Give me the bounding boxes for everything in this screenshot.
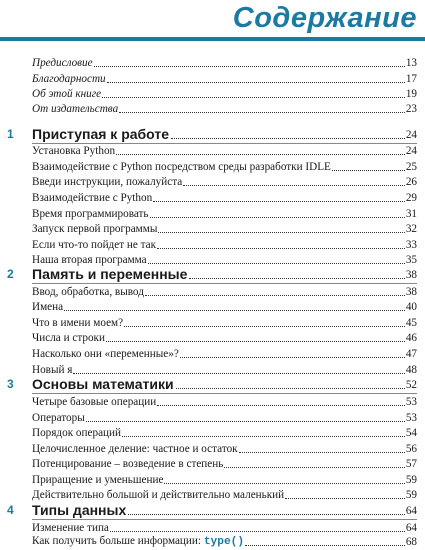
toc-entry-label: Четыре базовые операции <box>32 396 157 408</box>
toc-entry-page: 13 <box>405 57 417 69</box>
toc-entry-label: Наша вторая программа <box>32 254 147 266</box>
toc-entry-page: 17 <box>405 73 417 85</box>
toc-entry-page: 64 <box>405 522 417 534</box>
chapter-page: 52 <box>405 379 417 391</box>
toc-entry-label: Изменение типа <box>32 522 109 534</box>
title-rule <box>0 37 425 41</box>
toc-entry-page: 26 <box>405 176 417 188</box>
toc-entry-label: Насколько они «переменные»? <box>32 348 179 360</box>
toc-entry-page: 45 <box>405 317 417 329</box>
toc-entry-label: Время программировать <box>32 208 149 220</box>
chapter-number: 3 <box>7 377 14 391</box>
toc-entry[interactable] <box>32 191 417 205</box>
toc-entry[interactable] <box>32 442 417 456</box>
leader-dots <box>158 232 404 233</box>
toc-entry-page: 48 <box>405 364 417 376</box>
toc-entry[interactable] <box>32 207 417 221</box>
toc-entry[interactable] <box>32 473 417 487</box>
toc-entry-preface[interactable] <box>32 56 417 70</box>
toc-entry-label: Потенцирование – возведение в степень <box>32 458 224 470</box>
toc-entry-page: 32 <box>405 223 417 235</box>
leader-dots <box>94 66 405 67</box>
toc-entry-label: Числа и строки <box>32 332 105 344</box>
toc-entry-text: Как получить больше информации: <box>32 535 202 547</box>
toc-entry-label: Благодарности <box>32 73 106 85</box>
toc-entry-page: 53 <box>405 412 417 424</box>
leader-dots <box>106 341 405 342</box>
leader-dots <box>332 170 405 171</box>
toc-entry-page: 47 <box>405 348 417 360</box>
leader-dots <box>224 467 404 468</box>
toc-entry-label: Операторы <box>32 412 85 424</box>
toc-entry[interactable] <box>32 347 417 361</box>
chapter-title: Типы данных <box>32 502 127 518</box>
chapter-title: Память и переменные <box>32 266 188 282</box>
toc-entry-page: 54 <box>405 427 417 439</box>
toc-entry[interactable] <box>32 285 417 299</box>
leader-dots <box>86 421 405 422</box>
toc-entry-label: Порядок операций <box>32 427 121 439</box>
toc-entry-page: 40 <box>405 301 417 313</box>
toc-entry-page: 56 <box>405 443 417 455</box>
toc-entry[interactable] <box>32 411 417 425</box>
chapter-page: 38 <box>405 269 417 281</box>
toc-entry-label: Новый я <box>32 364 73 376</box>
toc-entry-label: Что в имени моем? <box>32 317 124 329</box>
leader-dots <box>180 357 405 358</box>
toc-entry[interactable] <box>32 395 417 409</box>
leader-dots <box>116 154 405 155</box>
leader-dots <box>107 82 405 83</box>
toc-entry-label <box>32 535 244 549</box>
chapter-rule <box>32 393 417 394</box>
leader-dots <box>153 201 405 202</box>
toc-entry[interactable] <box>32 160 417 174</box>
chapter-number: 2 <box>7 267 14 281</box>
toc-entry-acknowledgements[interactable] <box>32 72 417 86</box>
toc-entry[interactable] <box>32 238 417 252</box>
toc-entry-label: Приращение и уменьшение <box>32 474 164 486</box>
chapter-page: 24 <box>405 129 417 141</box>
leader-dots <box>157 405 405 406</box>
toc-entry[interactable] <box>32 300 417 314</box>
leader-dots <box>164 483 404 484</box>
chapter-rule <box>32 519 417 520</box>
toc-entry-page: 29 <box>405 192 417 204</box>
toc-entry[interactable] <box>32 521 417 535</box>
toc-entry-label: Предисловие <box>32 57 93 69</box>
leader-dots <box>124 326 405 327</box>
toc-entry-label: Ввод, обработка, вывод <box>32 286 144 298</box>
toc-entry[interactable] <box>32 426 417 440</box>
toc-entry-about-book[interactable] <box>32 87 417 101</box>
toc-entry-label: Если что-то пойдет не так <box>32 239 157 251</box>
chapter-title: Приступая к работе <box>32 126 170 142</box>
chapter-number: 1 <box>7 127 14 141</box>
toc-entry-page: 38 <box>405 286 417 298</box>
toc-entry[interactable] <box>32 222 417 236</box>
toc-entry[interactable] <box>32 175 417 189</box>
toc-entry-label: Взаимодействие с Python посредством среды разработки IDLE <box>32 161 331 173</box>
chapter-heading-1[interactable] <box>32 124 417 142</box>
leader-dots <box>189 278 404 279</box>
toc-entry-page: 59 <box>405 474 417 486</box>
toc-entry-page: 25 <box>405 161 417 173</box>
leader-dots <box>239 452 405 453</box>
leader-dots <box>122 436 405 437</box>
page-title: Содержание <box>232 2 417 34</box>
toc-entry-label: Запуск первой программы <box>32 223 158 235</box>
leader-dots <box>102 97 405 98</box>
toc-entry[interactable] <box>32 331 417 345</box>
toc-entry-page: 19 <box>405 88 417 100</box>
toc-entry-label: Установка Python <box>32 145 116 157</box>
chapter-heading-3[interactable] <box>32 374 417 392</box>
toc-entry-page: 57 <box>405 458 417 470</box>
toc-entry-page: 24 <box>405 145 417 157</box>
leader-dots <box>119 112 405 113</box>
leader-dots <box>64 310 405 311</box>
leader-dots <box>150 217 405 218</box>
leader-dots <box>110 531 405 532</box>
toc-entry[interactable] <box>32 535 417 549</box>
leader-dots <box>145 295 405 296</box>
toc-entry-label: Введи инструкции, пожалуйста <box>32 176 183 188</box>
toc-entry-page: 46 <box>405 332 417 344</box>
toc-entry-label: Действительно большой и действительно маленький <box>32 489 285 501</box>
leader-dots <box>285 498 405 499</box>
chapter-title: Основы математики <box>32 376 174 392</box>
chapter-page: 64 <box>405 505 417 517</box>
toc-entry[interactable] <box>32 316 417 330</box>
toc-entry-page: 68 <box>405 536 417 548</box>
toc-entry-page: 59 <box>405 489 417 501</box>
toc-entry-label: От издательства <box>32 103 119 115</box>
toc-entry-label: Взаимодействие с Python <box>32 192 153 204</box>
leader-dots <box>171 138 405 139</box>
code-snippet: type() <box>203 536 245 548</box>
toc-entry-page: 35 <box>405 254 417 266</box>
toc-entry-page: 53 <box>405 396 417 408</box>
leader-dots <box>128 514 405 515</box>
toc-entry-page: 23 <box>405 103 417 115</box>
leader-dots <box>245 545 405 546</box>
toc-entry-page: 33 <box>405 239 417 251</box>
toc-entry-label: Целочисленное деление: частное и остаток <box>32 443 238 455</box>
toc-entry[interactable] <box>32 457 417 471</box>
toc-entry[interactable] <box>32 144 417 158</box>
toc-entry-label: Имена <box>32 301 64 313</box>
toc-entry-label: Об этой книге <box>32 88 102 100</box>
chapter-rule <box>32 283 417 284</box>
leader-dots <box>157 248 405 249</box>
leader-dots <box>183 185 405 186</box>
toc-entry-publisher[interactable] <box>32 102 417 116</box>
chapter-heading-2[interactable] <box>32 264 417 282</box>
toc-entry-page: 31 <box>405 208 417 220</box>
chapter-number: 4 <box>7 503 14 517</box>
leader-dots <box>176 388 405 389</box>
chapter-heading-4[interactable] <box>32 500 417 518</box>
